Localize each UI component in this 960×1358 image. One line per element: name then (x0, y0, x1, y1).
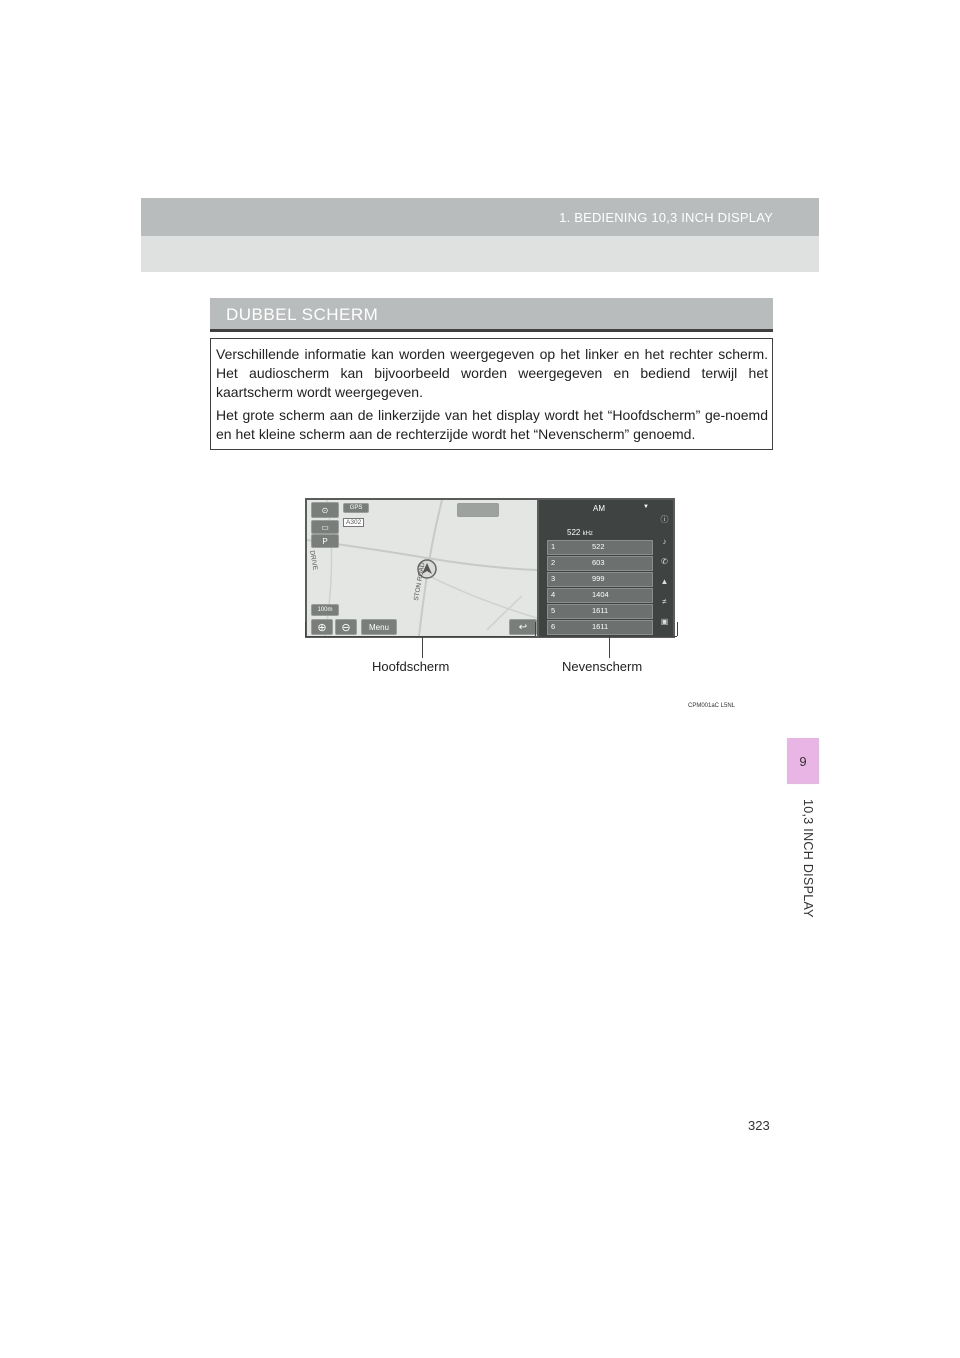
preset-number: 3 (551, 574, 556, 583)
header-band (141, 198, 819, 236)
bracket-main (305, 636, 535, 637)
section-title: DUBBEL SCHERM (226, 305, 379, 324)
road-name: DRIVE (308, 550, 319, 571)
current-frequency (567, 528, 593, 537)
preset-frequency: 603 (592, 558, 605, 567)
preset-button[interactable] (547, 556, 653, 571)
band-label: AM (593, 504, 605, 513)
section-rule (210, 329, 773, 332)
preset-number: 1 (551, 542, 556, 551)
frequency-unit: kHz (582, 531, 593, 537)
bracket-tick (677, 622, 678, 636)
preset-number: 5 (551, 606, 556, 615)
zoom-in-button[interactable]: ⊕ (311, 619, 333, 635)
frequency-value: 522 (567, 528, 581, 537)
display-illustration (305, 498, 675, 638)
road-sign: A302 (343, 518, 364, 527)
callout-line (422, 636, 423, 658)
section-heading-band (210, 298, 773, 330)
preset-frequency: 1611 (592, 606, 609, 615)
bracket-tick (539, 622, 540, 636)
preset-frequency: 1611 (592, 622, 609, 631)
dropdown-icon: ▼ (643, 504, 649, 510)
compass-icon[interactable]: ⊙ (311, 502, 339, 518)
header-subband (141, 236, 819, 272)
map-screen (307, 500, 537, 636)
preset-button[interactable] (547, 604, 653, 619)
preset-number: 4 (551, 590, 556, 599)
music-icon[interactable]: ♪ (662, 537, 667, 546)
info-box (210, 338, 773, 450)
bracket-tick (305, 622, 306, 636)
map-view-icon[interactable]: ▭ (311, 520, 339, 534)
info-icon[interactable]: ⓘ (660, 515, 669, 524)
bracket-side (539, 636, 677, 637)
preset-number: 2 (551, 558, 556, 567)
battery-icon[interactable]: ▣ (660, 617, 669, 626)
preset-button[interactable] (547, 620, 653, 635)
preset-frequency: 522 (592, 542, 605, 551)
road-name: STON ROAD (413, 562, 427, 602)
preset-frequency: 1404 (592, 590, 609, 599)
figure-code: CPM001aC L5NL (688, 703, 736, 709)
menu-button[interactable]: Menu (361, 619, 397, 635)
phone-icon[interactable]: ✆ (661, 557, 668, 566)
preset-frequency: 999 (592, 574, 605, 583)
chapter-tab-label: 10,3 INCH DISPLAY (801, 799, 815, 918)
preset-button[interactable] (547, 572, 653, 587)
map-scale: 100m (311, 604, 339, 616)
return-button[interactable]: ↩ (509, 619, 537, 635)
preset-button[interactable] (547, 588, 653, 603)
energy-icon[interactable]: ≠ (662, 597, 667, 606)
info-paragraph: Verschillende informatie kan worden weergegeven op het linker en het rechter scherm. Het audioscherm kan bijvoorbeeld worden weergegeven en bediend terwijl het kaartscherm wordt weergegeven. (216, 346, 768, 400)
zoom-out-button[interactable]: ⊖ (335, 619, 357, 635)
preset-button[interactable] (547, 540, 653, 555)
gps-indicator: GPS (343, 503, 369, 513)
chapter-title: 1. BEDIENING 10,3 INCH DISPLAY (559, 210, 773, 225)
parking-icon[interactable]: P (311, 534, 339, 548)
info-paragraph: Het grote scherm aan de linkerzijde van het display wordt het “Hoofdscherm” ge-noemd en het kleine scherm aan de rechterzijde wordt het “Nevenscherm” genoemd. (216, 407, 768, 442)
bracket-tick (535, 622, 536, 636)
callout-line (609, 636, 610, 658)
band-selector[interactable] (549, 504, 649, 518)
status-indicators (457, 503, 499, 517)
audio-screen (539, 500, 673, 636)
chapter-tab-number: 9 (787, 738, 819, 784)
callout-sub-screen: Nevenscherm (562, 659, 643, 674)
climate-icon[interactable]: ▲ (660, 577, 669, 586)
callout-main-screen: Hoofdscherm (372, 659, 450, 674)
preset-number: 6 (551, 622, 556, 631)
page-number: 323 (748, 1118, 770, 1133)
